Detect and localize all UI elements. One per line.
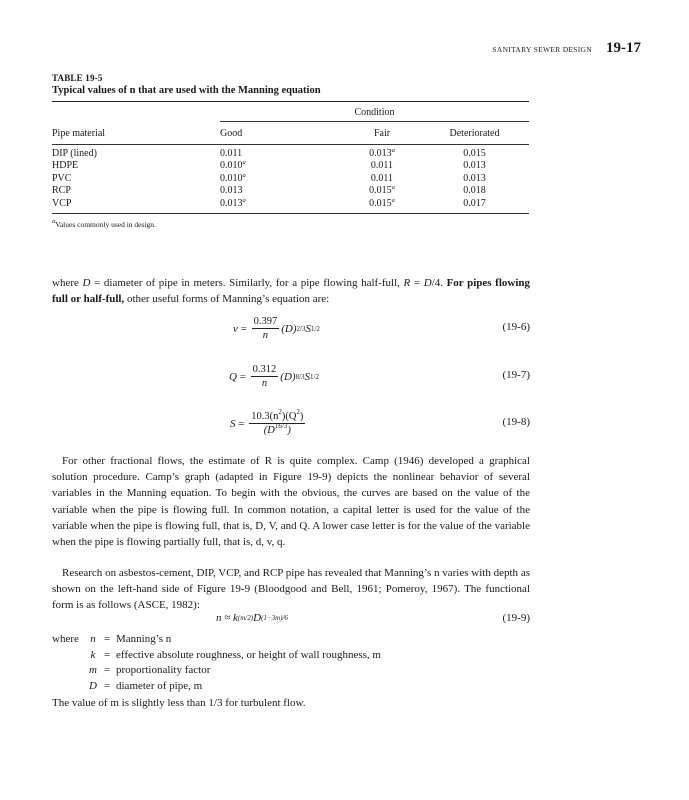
cell-fair: 0.015$^a$ <box>369 184 395 197</box>
definition-row: m = proportionality factor <box>89 664 211 676</box>
cell-deteriorated: 0.013 <box>463 160 486 172</box>
condition-rule <box>220 121 529 122</box>
table-row <box>52 160 529 172</box>
table-row <box>52 173 529 185</box>
table-bottom-rule <box>52 213 529 214</box>
cell-material: DIP (lined) <box>52 148 97 159</box>
equation-number: (19-8) <box>502 416 530 428</box>
paragraph-fractional-flows: For other fractional flows, the estimate of R is quite complex. Camp (1946) developed a graphical solution procedure. Camp’s graph (adapted in Figure 19-9) depicts the nonlinear behavior of several variables in the Manning equation. To begin with the obvious, the curves are based on the value of the variable when the pipe is flowing full. In common notation, a capital letter is used for the value of the variable when the pipe is flowing full, that is, D, V, and Q. A lower case letter is for the value of the variable when the pipe is flowing partially full, that is, d, v, q. <box>52 455 530 549</box>
cell-good: 0.011 <box>220 148 243 159</box>
table-row <box>52 198 529 210</box>
header-deteriorated: Deteriorated <box>449 127 500 139</box>
condition-header: Condition <box>354 107 395 118</box>
header-fair: Fair <box>373 127 391 139</box>
running-head-section: SANITARY SEWER DESIGN <box>492 45 592 54</box>
table-caption: Typical values of n that are used with the Manning equation <box>52 85 321 96</box>
table-footnote: $^a$Values commonly used in design. <box>52 217 156 229</box>
cell-good: 0.013$^a$ <box>220 196 246 209</box>
cell-fair: 0.015$^a$ <box>369 196 395 209</box>
table-header-row <box>52 122 529 144</box>
variable-definitions <box>52 632 381 694</box>
table-row <box>52 185 529 197</box>
cell-fair: 0.011 <box>370 172 394 184</box>
cell-good: 0.013 <box>220 185 243 197</box>
cell-deteriorated: 0.018 <box>463 185 486 197</box>
equation-19-7: Q = $\frac{0.312}{n}$ (D) 8/3 S 1/2 (19-7) <box>229 364 530 389</box>
cell-fair: 0.011 <box>370 160 394 172</box>
table-group-header <box>52 102 529 122</box>
paragraph-intro: where D = diameter of pipe in meters. Similarly, for a pipe flowing half-full, R = D/4. For pipes flowing full or half-full, other useful forms of Manning’s equation are: <box>52 277 531 306</box>
definition-row: D = diameter of pipe, m <box>89 679 203 692</box>
equation-number: (19-6) <box>502 321 530 333</box>
cell-material: HDPE <box>52 160 79 172</box>
equation-19-8: S = $\frac{10.3(n^2)(Q^2)}{(D^{16/3})}$ (19-8) <box>230 408 530 436</box>
cell-fair: 0.013$^a$ <box>369 147 395 159</box>
page-number: 19-17 <box>606 40 641 56</box>
cell-material: PVC <box>52 172 72 184</box>
paragraph-research: Research on asbestos-cement, DIP, VCP, and RCP pipe has revealed that Manning’s n varies with depth as shown on the left-hand side of Figure 19-9 (Bloodgood and Bell, 1961; Pomeroy, 1967). The functional form is as follows (ASCE, 1982): <box>52 567 530 612</box>
manning-n-table <box>52 73 529 229</box>
cell-good: 0.010$^a$ <box>220 159 246 172</box>
cell-material: VCP <box>52 197 72 209</box>
table-body <box>52 145 529 213</box>
running-head <box>492 40 641 57</box>
equation-number: (19-9) <box>502 612 530 624</box>
paragraph-closing: The value of m is slightly less than 1/3 for turbulent flow. <box>52 697 306 709</box>
definition-row: where n = Manning’s n <box>52 633 172 645</box>
cell-deteriorated: 0.015 <box>463 148 486 159</box>
cell-deteriorated: 0.017 <box>463 197 486 209</box>
header-good: Good <box>220 127 243 139</box>
cell-deteriorated: 0.013 <box>463 172 486 184</box>
table-label: TABLE 19-5 <box>52 73 103 83</box>
equation-19-9: n ≈ k (m/2) D (1−3m)/6 (19-9) <box>216 612 530 624</box>
equation-number: (19-7) <box>502 369 530 381</box>
header-pipe-material: Pipe material <box>52 127 106 139</box>
cell-good: 0.010$^a$ <box>220 171 246 184</box>
definition-row: k = effective absolute roughness, or height of wall roughness, m <box>90 648 381 661</box>
table-row <box>52 148 529 160</box>
equation-19-6: v = $\frac{0.397}{n}$ (D) 2/3 S 1/2 (19-6) <box>233 316 530 341</box>
cell-material: RCP <box>52 185 71 197</box>
